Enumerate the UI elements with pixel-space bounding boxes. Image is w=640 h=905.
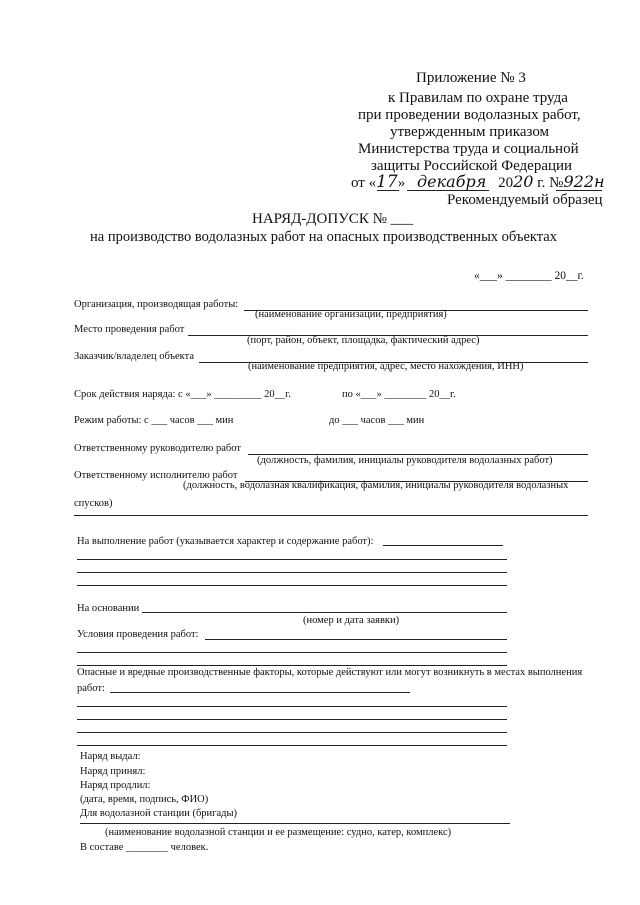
header-line-6: защиты Российской Федерации xyxy=(371,158,573,174)
header-line-2: к Правилам по охране труда xyxy=(388,90,568,106)
manager-hint: (должность, фамилия, инициалы руководителя водолазных работ) xyxy=(257,455,553,466)
basis-hint: (номер и дата заявки) xyxy=(303,615,400,626)
date-month: декабря xyxy=(417,172,487,191)
year-prefix: 20 xyxy=(498,175,514,191)
manager-label: Ответственному руководителю работ xyxy=(74,443,241,454)
executor-hint-cont: спусков) xyxy=(74,498,113,509)
hazards-field-3[interactable] xyxy=(77,719,507,720)
order-number-underline xyxy=(556,190,602,191)
executor-field-extra[interactable] xyxy=(74,515,588,516)
date-mid: » xyxy=(397,175,406,191)
date-suffix: г. № xyxy=(537,175,564,191)
work-field-3[interactable] xyxy=(77,572,507,573)
document-subtitle: на производство водолазных работ на опасных производственных объектах xyxy=(90,229,557,245)
order-number: 922н xyxy=(563,172,605,191)
recommended-sample: Рекомендуемый образец xyxy=(447,192,603,208)
station-field[interactable] xyxy=(80,823,510,824)
date-day-underline xyxy=(377,190,399,191)
work-field-2[interactable] xyxy=(77,559,507,560)
header-line-4: утвержденным приказом xyxy=(390,124,550,140)
hazards-field-5[interactable] xyxy=(77,745,507,746)
basis-label: На основании xyxy=(77,603,140,614)
crew-size-label: В составе ________ человек. xyxy=(80,842,209,853)
conditions-label: Условия проведения работ: xyxy=(77,629,199,640)
work-mode-from: Режим работы: с ___ часов ___ мин xyxy=(74,415,234,426)
conditions-field-2[interactable] xyxy=(77,652,507,653)
work-field-4[interactable] xyxy=(77,585,507,586)
header-line-3: при проведении водолазных работ, xyxy=(358,107,581,123)
conditions-field-3[interactable] xyxy=(77,665,507,666)
work-label: На выполнение работ (указывается характер и содержание работ): xyxy=(77,536,374,547)
station-hint: (наименование водолазной станции и ее размещение: судно, катер, комплекс) xyxy=(105,827,452,838)
conditions-field-1[interactable] xyxy=(205,639,507,640)
executor-label: Ответственному исполнителю работ xyxy=(74,470,238,481)
date-day: 17 xyxy=(376,172,398,192)
customer-hint: (наименование предприятия, адрес, место нахождения, ИНН) xyxy=(248,361,524,372)
organization-hint: (наименование организации, предприятия) xyxy=(255,309,447,320)
place-label: Место проведения работ xyxy=(74,324,185,335)
accepted-by-label: Наряд принял: xyxy=(80,766,146,777)
date-month-underline xyxy=(407,190,489,191)
extended-by-label: Наряд продлил: xyxy=(80,780,151,791)
executor-hint: (должность, водолазная квалификация, фамилия, инициалы руководителя водолазных xyxy=(183,480,569,491)
work-mode-to: до ___ часов ___ мин xyxy=(329,415,425,426)
place-hint: (порт, район, объект, площадка, фактический адрес) xyxy=(247,335,480,346)
date-year: 20 xyxy=(513,172,534,191)
header-line-5: Министерства труда и социальной xyxy=(358,141,579,157)
work-field-1[interactable] xyxy=(383,545,503,546)
customer-label: Заказчик/владелец объекта xyxy=(74,351,195,362)
organization-label: Организация, производящая работы: xyxy=(74,299,239,310)
signature-hint: (дата, время, подпись, ФИО) xyxy=(80,794,209,805)
header-line-1: Приложение № 3 xyxy=(416,70,526,86)
hazards-label: Опасные и вредные производственные факторы, которые действуют или могут возникнуть в местах выполнения xyxy=(77,667,583,678)
hazards-field-2[interactable] xyxy=(77,706,507,707)
document-title: НАРЯД-ДОПУСК № ___ xyxy=(252,211,414,227)
station-label: Для водолазной станции (бригады) xyxy=(80,808,238,819)
form-date: «___» ________ 20__г. xyxy=(474,270,584,282)
issued-by-label: Наряд выдал: xyxy=(80,751,141,762)
basis-field[interactable] xyxy=(142,612,507,613)
validity-from: Срок действия наряда: с «___» _________ 20__г. xyxy=(74,389,291,400)
date-prefix: от « xyxy=(351,175,377,191)
validity-to: по «___» ________ 20__г. xyxy=(342,389,456,400)
hazards-field-4[interactable] xyxy=(77,732,507,733)
hazards-field-1[interactable] xyxy=(110,692,410,693)
hazards-label-cont: работ: xyxy=(77,683,105,694)
